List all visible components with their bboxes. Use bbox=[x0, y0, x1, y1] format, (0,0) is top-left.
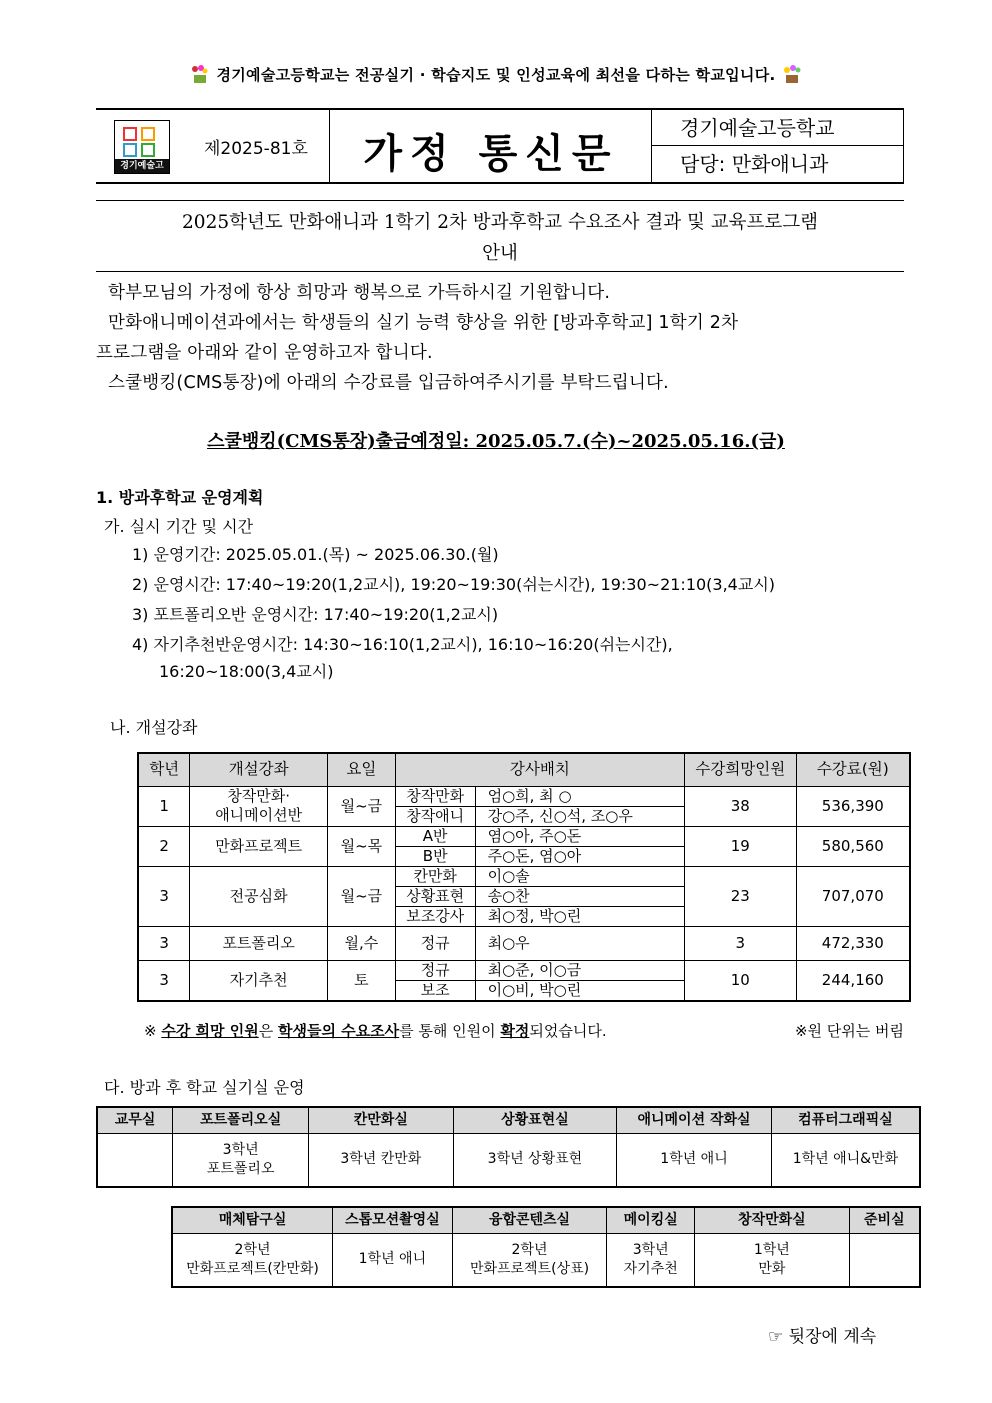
note-text-3: 되었습니다. bbox=[529, 1022, 607, 1040]
section-1-title: 1. 방과후학교 운영계획 bbox=[96, 488, 264, 507]
subject-line-1: 2025학년도 만화애니과 1학기 2차 방과후학교 수요조사 결과 및 교육프로그램 bbox=[182, 212, 818, 233]
room-header: 스톱모션촬영실 bbox=[333, 1207, 453, 1233]
cell-sub-class: 보조강사 bbox=[395, 906, 475, 926]
cell-course bbox=[190, 786, 328, 826]
table-row bbox=[138, 786, 910, 806]
cell-instructors: 송○찬 bbox=[475, 886, 684, 906]
school-cell bbox=[652, 110, 904, 182]
room-cell bbox=[695, 1233, 850, 1287]
logo-blue-square bbox=[123, 143, 137, 157]
col-header-count: 수강희망인원 bbox=[684, 753, 796, 786]
cell-sub-class: 칸만화 bbox=[395, 866, 475, 886]
intro-paragraph-4: 스쿨뱅킹(CMS통장)에 아래의 수강료를 입금하여주시기를 부탁드립니다. bbox=[108, 373, 669, 393]
room-header: 애니메이션 작화실 bbox=[617, 1107, 772, 1133]
cell-fee: 244,160 bbox=[796, 960, 910, 1001]
cell-sub-class: 보조 bbox=[395, 980, 475, 1001]
cell-instructors: 최○우 bbox=[475, 926, 684, 960]
cell-sub-class: 창작만화 bbox=[395, 786, 475, 806]
schedule-item-4-cont: 16:20~18:00(3,4교시) bbox=[159, 662, 334, 681]
cell-fee: 472,330 bbox=[796, 926, 910, 960]
table-row bbox=[138, 926, 910, 960]
table-row bbox=[172, 1233, 920, 1287]
cell-instructors: 최○준, 이○금 bbox=[475, 960, 684, 980]
logo-red-square bbox=[123, 127, 137, 141]
cell-days: 월~목 bbox=[327, 826, 395, 866]
flower-pot-icon bbox=[781, 64, 803, 84]
room-cell bbox=[172, 1233, 333, 1287]
room-cell bbox=[452, 1233, 607, 1287]
room-header: 매체탐구실 bbox=[172, 1207, 333, 1233]
cell-grade: 2 bbox=[138, 826, 190, 866]
schedule-item-1: 1) 운영기간: 2025.05.01.(목) ~ 2025.06.30.(월) bbox=[132, 545, 499, 564]
cell-days: 토 bbox=[327, 960, 395, 1001]
room-header: 포트폴리오실 bbox=[173, 1107, 309, 1133]
room-cell bbox=[607, 1233, 695, 1287]
flower-pot-icon bbox=[189, 64, 211, 84]
cell-course: 자기추천 bbox=[190, 960, 328, 1001]
school-logo bbox=[114, 120, 170, 174]
newsletter-header bbox=[96, 108, 904, 184]
room-cell-line-1: 3학년 bbox=[632, 1241, 669, 1258]
room-cell-line-2: 포트폴리오 bbox=[206, 1160, 275, 1177]
schedule-item-2: 2) 운영시간: 17:40~19:20(1,2교시), 19:20~19:30(쉬는시간), 19:30~21:10(3,4교시) bbox=[132, 575, 776, 594]
section-1b-title: 나. 개설강좌 bbox=[110, 718, 198, 737]
room-cell bbox=[849, 1233, 920, 1287]
room-cell: 1학년 애니 bbox=[617, 1133, 772, 1187]
logo-orange-square bbox=[141, 127, 155, 141]
cell-grade: 3 bbox=[138, 960, 190, 1001]
intro-paragraph-1: 학부모님의 가정에 항상 희망과 행복으로 가득하시길 기원합니다. bbox=[108, 283, 611, 303]
cell-grade: 3 bbox=[138, 866, 190, 926]
cell-days: 월,수 bbox=[327, 926, 395, 960]
cell-sub-class: B반 bbox=[395, 846, 475, 866]
room-header: 칸만화실 bbox=[308, 1107, 453, 1133]
title-cell bbox=[330, 110, 652, 182]
cell-course: 포트폴리오 bbox=[190, 926, 328, 960]
cell-instructors: 염○아, 주○돈 bbox=[475, 826, 684, 846]
continue-note: ☞ 뒷장에 계속 bbox=[768, 1327, 877, 1347]
table-header-row bbox=[138, 753, 910, 786]
room-header: 창작만화실 bbox=[695, 1207, 850, 1233]
rounding-note: ※원 단위는 버림 bbox=[794, 1022, 904, 1040]
logo-text: 경기예술고 bbox=[115, 159, 169, 173]
school-name: 경기예술고등학교 bbox=[652, 110, 904, 146]
course-line-2: 애니메이션반 bbox=[215, 806, 303, 824]
rooms-table-2 bbox=[171, 1206, 921, 1288]
room-header: 융합콘텐츠실 bbox=[452, 1207, 607, 1233]
intro-paragraph-2: 만화애니메이션과에서는 학생들의 실기 능력 향상을 위한 [방과후학교] 1학기 2차 bbox=[108, 313, 739, 333]
col-header-instructors: 강사배치 bbox=[395, 753, 684, 786]
col-header-fee: 수강료(원) bbox=[796, 753, 910, 786]
note-underline-1: 수강 희망 인원 bbox=[161, 1022, 259, 1040]
room-header: 컴퓨터그래픽실 bbox=[771, 1107, 920, 1133]
payment-schedule-text: 스쿨뱅킹(CMS통장)출금예정일: 2025.05.7.(수)~2025.05.16.(금) bbox=[207, 431, 785, 452]
cell-instructors: 최○정, 박○린 bbox=[475, 906, 684, 926]
schedule-item-3: 3) 포트폴리오반 운영시간: 17:40~19:20(1,2교시) bbox=[132, 605, 499, 624]
table-header-row bbox=[172, 1207, 920, 1233]
room-header: 메이킹실 bbox=[607, 1207, 695, 1233]
room-cell bbox=[173, 1133, 309, 1187]
table-note bbox=[144, 1020, 904, 1041]
room-cell bbox=[97, 1133, 173, 1187]
room-header: 상황표현실 bbox=[453, 1107, 617, 1133]
cell-instructors: 주○돈, 염○아 bbox=[475, 846, 684, 866]
note-text-1: 은 bbox=[258, 1022, 278, 1040]
section-1a-title: 가. 실시 기간 및 시간 bbox=[104, 517, 254, 536]
issue-number: 제2025-81호 bbox=[204, 139, 308, 159]
room-cell-line-2: 만화프로젝트(상표) bbox=[469, 1260, 590, 1277]
col-header-course: 개설강좌 bbox=[190, 753, 328, 786]
table-row bbox=[138, 826, 910, 846]
cell-days: 월~금 bbox=[327, 866, 395, 926]
cell-instructors: 이○솔 bbox=[475, 866, 684, 886]
room-cell-line-1: 3학년 bbox=[222, 1141, 259, 1158]
logo-green-square bbox=[141, 143, 155, 157]
cell-count: 3 bbox=[684, 926, 796, 960]
course-line-1: 창작만화· bbox=[227, 787, 291, 805]
note-text-2: 를 통해 인원이 bbox=[399, 1022, 501, 1040]
page-title: 가정 통신문 bbox=[363, 131, 619, 177]
col-header-grade: 학년 bbox=[138, 753, 190, 786]
cell-sub-class: 정규 bbox=[395, 926, 475, 960]
cell-instructors: 강○주, 신○석, 조○우 bbox=[475, 806, 684, 826]
table-row bbox=[138, 960, 910, 980]
room-cell-line-2: 만화프로젝트(칸만화) bbox=[186, 1260, 319, 1277]
slogan-text: 경기예술고등학교는 전공실기 · 학습지도 및 인성교육에 최선을 다하는 학교입니다. bbox=[216, 66, 776, 84]
payment-schedule bbox=[0, 427, 992, 453]
cell-count: 10 bbox=[684, 960, 796, 1001]
room-cell: 1학년 애니&만화 bbox=[771, 1133, 920, 1187]
table-row bbox=[97, 1133, 920, 1187]
cell-instructors: 엄○희, 최 ○ bbox=[475, 786, 684, 806]
room-header: 준비실 bbox=[849, 1207, 920, 1233]
cell-sub-class: A반 bbox=[395, 826, 475, 846]
cell-fee: 580,560 bbox=[796, 826, 910, 866]
cell-count: 23 bbox=[684, 866, 796, 926]
room-cell-line-1: 1학년 bbox=[753, 1241, 790, 1258]
cell-fee: 536,390 bbox=[796, 786, 910, 826]
department-name: 담당: 만화애니과 bbox=[680, 152, 829, 176]
note-prefix: ※ bbox=[144, 1022, 162, 1040]
logo-cell bbox=[96, 110, 330, 182]
cell-sub-class: 정규 bbox=[395, 960, 475, 980]
cell-course: 전공심화 bbox=[190, 866, 328, 926]
room-cell-line-2: 만화 bbox=[758, 1260, 786, 1277]
rooms-table-1 bbox=[96, 1106, 921, 1188]
slogan bbox=[0, 64, 992, 85]
intro-paragraph-3: 프로그램을 아래와 같이 운영하고자 합니다. bbox=[96, 343, 433, 363]
subject-title bbox=[96, 200, 904, 272]
table-header-row bbox=[97, 1107, 920, 1133]
room-cell: 3학년 칸만화 bbox=[308, 1133, 453, 1187]
cell-days: 월~금 bbox=[327, 786, 395, 826]
cell-course: 만화프로젝트 bbox=[190, 826, 328, 866]
room-cell-line-1: 2학년 bbox=[234, 1241, 271, 1258]
room-cell-line-1: 2학년 bbox=[511, 1241, 548, 1258]
cell-grade: 3 bbox=[138, 926, 190, 960]
note-underline-2: 학생들의 수요조사 bbox=[278, 1022, 400, 1040]
schedule-item-4: 4) 자기추천반운영시간: 14:30~16:10(1,2교시), 16:10~16:20(쉬는시간), bbox=[132, 635, 673, 654]
course-table bbox=[137, 752, 911, 1002]
room-cell-line-2: 자기추천 bbox=[623, 1260, 678, 1277]
col-header-days: 요일 bbox=[327, 753, 395, 786]
cell-count: 19 bbox=[684, 826, 796, 866]
cell-sub-class: 창작애니 bbox=[395, 806, 475, 826]
note-underline-3: 확정 bbox=[500, 1022, 530, 1040]
cell-sub-class: 상황표현 bbox=[395, 886, 475, 906]
room-cell: 3학년 상황표현 bbox=[453, 1133, 617, 1187]
room-cell: 1학년 애니 bbox=[333, 1233, 453, 1287]
section-1c-title: 다. 방과 후 학교 실기실 운영 bbox=[104, 1078, 305, 1097]
cell-grade: 1 bbox=[138, 786, 190, 826]
table-row bbox=[138, 866, 910, 886]
cell-count: 38 bbox=[684, 786, 796, 826]
cell-instructors: 이○비, 박○린 bbox=[475, 980, 684, 1001]
subject-line-2: 안내 bbox=[482, 243, 518, 264]
room-header: 교무실 bbox=[97, 1107, 173, 1133]
cell-fee: 707,070 bbox=[796, 866, 910, 926]
